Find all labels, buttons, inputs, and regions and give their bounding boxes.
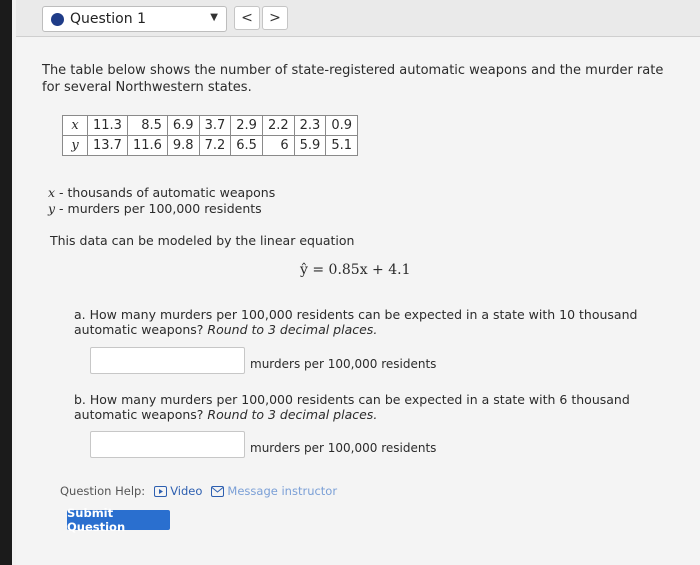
variable-definitions <box>48 185 275 217</box>
table-cell: 0.9 <box>326 116 358 136</box>
question-help <box>60 484 337 498</box>
answer-b-unit: murders per 100,000 residents <box>250 441 437 455</box>
table-cell: 2.3 <box>294 116 326 136</box>
caret-down-icon: ▼ <box>210 12 218 23</box>
submit-question-button[interactable]: Submit Question <box>67 510 170 530</box>
table-cell: 5.9 <box>294 136 326 156</box>
table-cell: 11.6 <box>127 136 167 156</box>
answer-a-unit: murders per 100,000 residents <box>250 357 437 371</box>
question-b: b. How many murders per 100,000 residents can be expected in a state with 6 thousand automatic weapons? Round to 3 decimal places. <box>74 392 630 422</box>
table-row <box>63 116 358 136</box>
row-variable: x <box>63 116 88 136</box>
table-cell: 6 <box>262 136 294 156</box>
left-bezel <box>0 0 12 565</box>
table-cell: 6.5 <box>231 136 263 156</box>
table-cell: 2.9 <box>231 116 263 136</box>
help-label: Question Help: <box>60 484 146 498</box>
table-cell: 9.8 <box>167 136 199 156</box>
status-dot-icon <box>51 13 64 26</box>
table-cell: 7.2 <box>199 136 231 156</box>
message-instructor-link[interactable]: Message instructor <box>211 484 337 498</box>
x-definition: x - thousands of automatic weapons <box>48 185 276 200</box>
question-a: a. How many murders per 100,000 residents can be expected in a state with 10 thousand automatic weapons? Round to 3 decimal places. <box>74 307 638 337</box>
table-cell: 11.3 <box>88 116 128 136</box>
y-definition: y - murders per 100,000 residents <box>48 201 262 216</box>
table-cell: 6.9 <box>167 116 199 136</box>
table-cell: 5.1 <box>326 136 358 156</box>
table-row <box>63 136 358 156</box>
model-text: This data can be modeled by the linear equation <box>50 233 355 248</box>
data-table <box>62 115 358 156</box>
regression-equation: ŷ = 0.85x + 4.1 <box>300 262 411 278</box>
mail-icon <box>211 486 224 497</box>
table-cell: 8.5 <box>127 116 167 136</box>
table-cell: 3.7 <box>199 116 231 136</box>
row-variable: y <box>63 136 88 156</box>
question-select[interactable] <box>42 6 227 32</box>
answer-a-input[interactable] <box>90 347 245 374</box>
video-link[interactable]: Video <box>154 484 202 498</box>
question-select-label: Question 1 <box>70 11 146 27</box>
answer-b-input[interactable] <box>90 431 245 458</box>
table-cell: 13.7 <box>88 136 128 156</box>
next-question-button[interactable]: > <box>262 6 288 30</box>
table-cell: 2.2 <box>262 116 294 136</box>
question-header <box>16 0 700 37</box>
previous-question-button[interactable]: < <box>234 6 260 30</box>
intro-text: The table below shows the number of state-registered automatic weapons and the murder rate for several Northwestern states. <box>42 63 664 95</box>
video-icon <box>154 486 167 497</box>
